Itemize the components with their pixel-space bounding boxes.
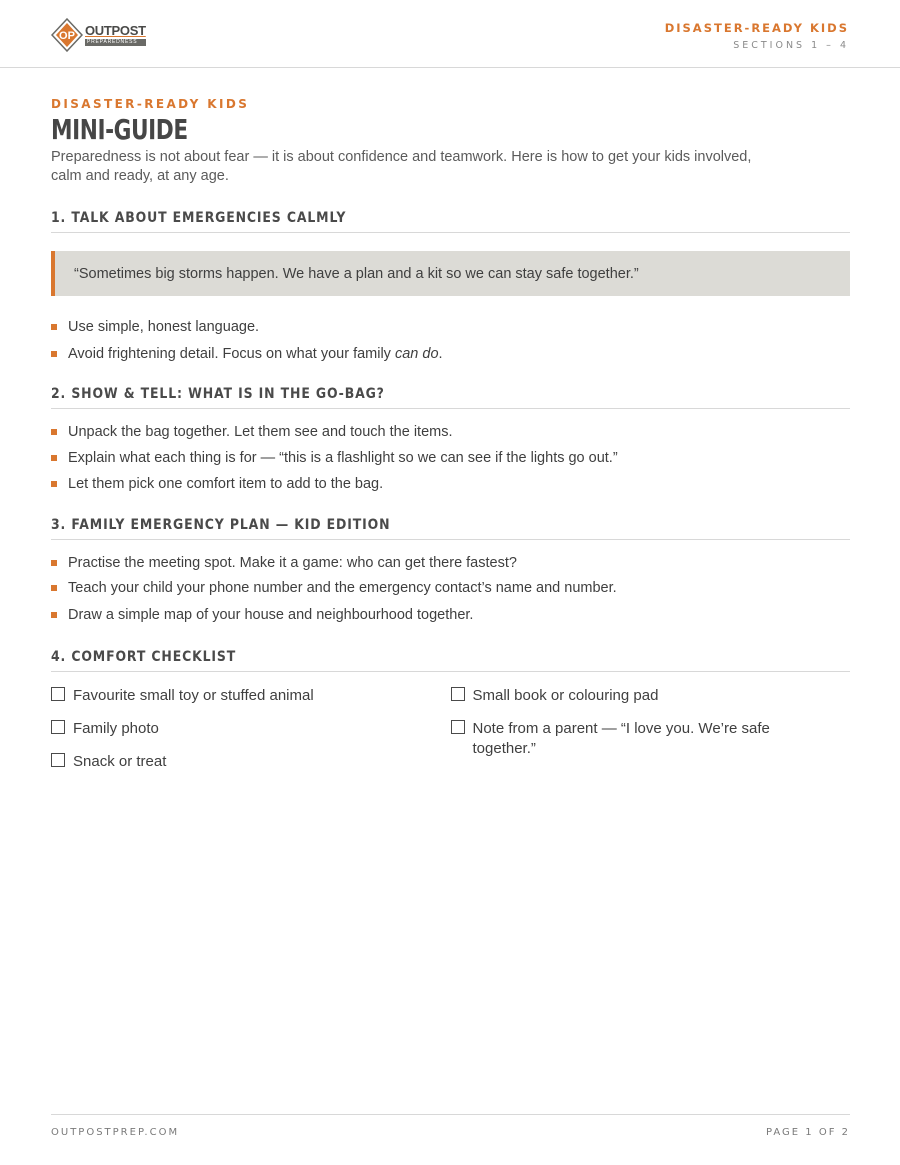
section-2-heading-text: 2. SHOW & TELL: WHAT IS IN THE GO-BAG? (51, 386, 385, 402)
section-1-list (51, 318, 850, 363)
list-item (51, 345, 850, 363)
list-item-text: Unpack the bag together. Let them see and touch the items. (68, 424, 453, 440)
header-subtitle: SECTIONS 1 – 4 (733, 40, 849, 51)
section-3-heading-text: 3. FAMILY EMERGENCY PLAN — KID EDITION (51, 517, 391, 533)
checklist-item[interactable] (451, 719, 851, 759)
checkbox[interactable] (451, 720, 465, 734)
bullet-square-icon (51, 324, 57, 330)
bullet-square-icon (51, 612, 57, 618)
footer-site: OUTPOSTPREP.COM (51, 1127, 180, 1138)
logo-subtext: PREPAREDNESS (85, 39, 146, 46)
footer-page-number: PAGE 1 OF 2 (765, 1127, 850, 1138)
checklist-item[interactable] (51, 686, 451, 706)
list-item (51, 449, 850, 467)
section-3-list (51, 554, 850, 624)
checklist-item[interactable] (51, 752, 451, 772)
list-item-text: Avoid frightening detail. Focus on what your family (68, 346, 395, 362)
checklist-item-label: Family photo (73, 720, 159, 737)
list-item (51, 475, 850, 493)
intro-text: Preparedness is not about fear — it is about confidence and teamwork. Here is how to get your kids involved, calm and ready, at any age. (51, 149, 752, 184)
checkbox[interactable] (51, 687, 65, 701)
checklist-item-label: Note from a parent — “I love you. We’re safe together.” (472, 720, 770, 757)
bullet-square-icon (51, 455, 57, 461)
section-1-heading (51, 209, 850, 233)
section-4-heading-text: 4. COMFORT CHECKLIST (51, 649, 237, 665)
checklist-item[interactable] (451, 686, 851, 706)
bullet-square-icon (51, 560, 57, 566)
section-1-heading-text: 1. TALK ABOUT EMERGENCIES CALMLY (51, 210, 347, 226)
list-item (51, 579, 850, 597)
bullet-square-icon (51, 351, 57, 357)
list-item-text: Draw a simple map of your house and neighbourhood together. (68, 607, 474, 623)
section-1-quote (51, 251, 850, 296)
bullet-square-icon (51, 429, 57, 435)
list-item-text: Practise the meeting spot. Make it a game: who can get there fastest? (68, 555, 517, 571)
page-title: MINI-GUIDE (51, 113, 188, 146)
list-item (51, 423, 850, 441)
checklist-item-label: Small book or colouring pad (472, 687, 659, 704)
list-item-end: . (438, 346, 443, 362)
checkbox[interactable] (451, 687, 465, 701)
section-2-heading (51, 385, 850, 409)
emphasis-text: can do (394, 346, 439, 362)
checklist-item-label: Favourite small toy or stuffed animal (73, 687, 314, 704)
section-3-heading (51, 516, 850, 540)
list-item (51, 554, 850, 572)
list-item (51, 318, 850, 336)
checklist-item-label: Snack or treat (73, 753, 167, 770)
logo-text: OUTPOST (85, 23, 146, 38)
list-item-text: Explain what each thing is for — “this is a flashlight so we can see if the lights go out.” (68, 450, 618, 466)
main-content (51, 97, 850, 785)
section-2-list (51, 423, 850, 493)
comfort-checklist (51, 686, 850, 785)
checklist-left-column (51, 686, 451, 785)
list-item-text: Use simple, honest language. (68, 319, 260, 335)
logo-mark-text: OP (59, 30, 75, 42)
bullet-square-icon (51, 585, 57, 591)
list-item-text: Teach your child your phone number and the emergency contact’s name and number. (68, 580, 617, 596)
section-4-heading (51, 648, 850, 672)
checkbox[interactable] (51, 753, 65, 767)
header-title: DISASTER-READY KIDS (664, 21, 849, 35)
page-kicker: DISASTER-READY KIDS (51, 97, 250, 111)
checkbox[interactable] (51, 720, 65, 734)
bullet-square-icon (51, 481, 57, 487)
outpost-logo (51, 18, 146, 52)
quote-text: “Sometimes big storms happen. We have a plan and a kit so we can stay safe together.” (74, 265, 639, 282)
page-header (0, 0, 900, 68)
logo-diamond-icon (51, 18, 83, 52)
page-footer (51, 1114, 850, 1138)
list-item-text: Let them pick one comfort item to add to the bag. (68, 476, 384, 492)
checklist-item[interactable] (51, 719, 451, 739)
list-item (51, 606, 850, 624)
checklist-right-column (451, 686, 851, 785)
